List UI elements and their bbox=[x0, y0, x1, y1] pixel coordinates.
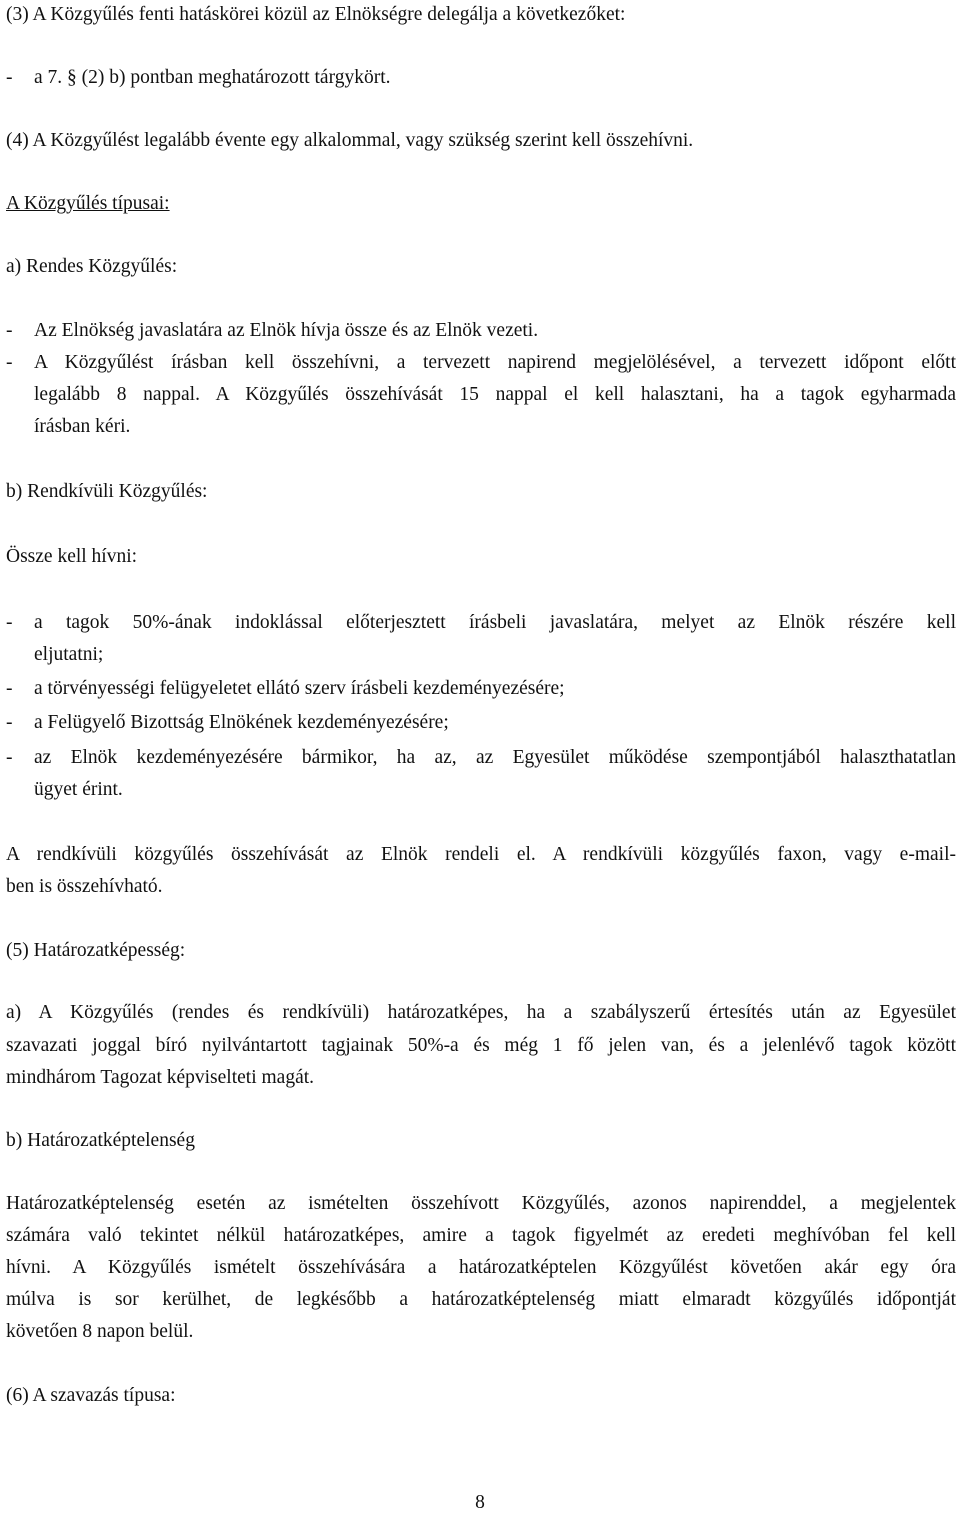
bullet-item-continuation: eljutatni; bbox=[34, 644, 104, 665]
bullet-item: a tagok 50%-ának indoklással előterjesztett írásbeli javaslatára, melyet az Elnök részére kell bbox=[34, 612, 956, 633]
bullet-dash: - bbox=[6, 612, 13, 633]
bullet-item: a 7. § (2) b) pontban meghatározott tárgykört. bbox=[34, 67, 391, 88]
bullet-item-continuation: legalább 8 nappal. A Közgyűlés összehívását 15 nappal el kell halasztani, ha a tagok egyharmada bbox=[34, 384, 956, 405]
section-heading-types: A Közgyűlés típusai: bbox=[6, 193, 170, 214]
bullet-item: Az Elnökség javaslatára az Elnök hívja össze és az Elnök vezeti. bbox=[34, 320, 539, 341]
paragraph-5-heading: (5) Határozatképesség: bbox=[6, 940, 186, 961]
paragraph-text: ben is összehívható. bbox=[6, 876, 163, 897]
paragraph-text: A rendkívüli közgyűlés összehívását az Elnök rendeli el. A rendkívüli közgyűlés faxon, vagy e-mail- bbox=[6, 844, 956, 865]
bullet-item: a törvényességi felügyeletet ellátó szerv írásbeli kezdeményezésére; bbox=[34, 678, 565, 699]
bullet-item: a Felügyelő Bizottság Elnökének kezdeményezésére; bbox=[34, 712, 449, 733]
bullet-item-continuation: ügyet érint. bbox=[34, 779, 123, 800]
bullet-dash: - bbox=[6, 67, 13, 88]
paragraph-text: mindhárom Tagozat képviselteti magát. bbox=[6, 1067, 315, 1088]
paragraph-4: (4) A Közgyűlést legalább évente egy alkalommal, vagy szükség szerint kell összehívni. bbox=[6, 130, 694, 151]
bullet-dash: - bbox=[6, 747, 13, 768]
paragraph-text: múlva is sor kerülhet, de legkésőbb a határozatképtelenség miatt elmaradt közgyűlés időpontját bbox=[6, 1289, 956, 1310]
paragraph-text: számára való tekintet nélkül határozatképes, amire a tagok figyelmét az eredeti meghívóban fel kell bbox=[6, 1225, 956, 1246]
bullet-item: az Elnök kezdeményezésére bármikor, ha az, az Egyesület működése szempontjából halaszthatatlan bbox=[34, 747, 956, 768]
bullet-item-continuation: írásban kéri. bbox=[34, 416, 131, 437]
paragraph-text: hívni. A Közgyűlés ismételt összehívására a határozatképtelen Közgyűlést követően akár egy óra bbox=[6, 1257, 956, 1278]
subheading-extraordinary: b) Rendkívüli Közgyűlés: bbox=[6, 481, 208, 502]
paragraph-text: Össze kell hívni: bbox=[6, 546, 138, 567]
paragraph-text: szavazati joggal bíró nyilvántartott tagjainak 50%-a és még 1 fő jelen van, és a jelenlévő tagok között bbox=[6, 1035, 956, 1056]
bullet-dash: - bbox=[6, 320, 13, 341]
subheading-ordinary: a) Rendes Közgyűlés: bbox=[6, 256, 178, 277]
bullet-dash: - bbox=[6, 678, 13, 699]
page-number: 8 bbox=[475, 1492, 485, 1513]
subheading-quorum-failure: b) Határozatképtelenség bbox=[6, 1130, 195, 1151]
paragraph-6-heading: (6) A szavazás típusa: bbox=[6, 1385, 176, 1406]
bullet-item: A Közgyűlést írásban kell összehívni, a tervezett napirend megjelölésével, a tervezett időpont előtt bbox=[34, 352, 956, 373]
paragraph-text: a) A Közgyűlés (rendes és rendkívüli) határozatképes, ha a szabályszerű értesítés után az Egyesület bbox=[6, 1002, 956, 1023]
bullet-dash: - bbox=[6, 352, 13, 373]
bullet-dash: - bbox=[6, 712, 13, 733]
paragraph-text: Határozatképtelenség esetén az ismételten összehívott Közgyűlés, azonos napirenddel, a megjelentek bbox=[6, 1193, 956, 1214]
paragraph-3-heading: (3) A Közgyűlés fenti hatáskörei közül az Elnökségre delegálja a következőket: bbox=[6, 4, 626, 25]
paragraph-text: követően 8 napon belül. bbox=[6, 1321, 194, 1342]
